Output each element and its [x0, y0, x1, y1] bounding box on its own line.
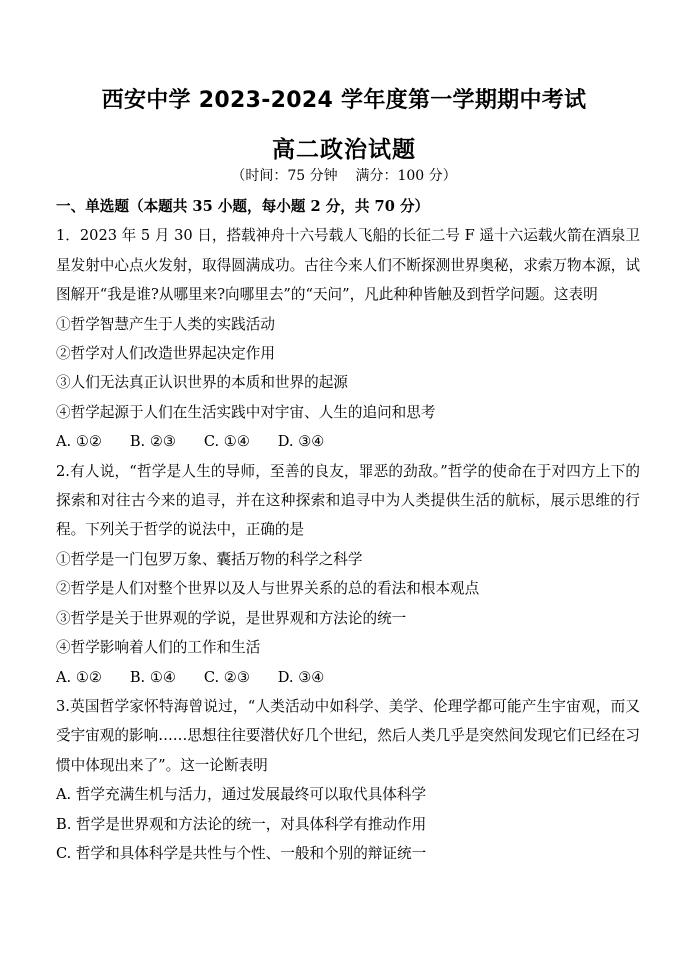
exam-subtitle: 高二政治试题: [272, 137, 416, 163]
question-3-choice: B. 哲学是世界观和方法论的统一，对具体科学有推动作用: [56, 815, 427, 833]
question-2-item: ②哲学是人们对整个世界以及人与世界关系的总的看法和根本观点: [56, 580, 480, 598]
question-2-item: ①哲学是一门包罗万象、囊括万物的科学之科学: [56, 550, 363, 568]
question-2-item: ③哲学是关于世界观的学说，是世界观和方法论的统一: [56, 609, 407, 627]
question-1-item: ④哲学起源于人们在生活实践中对宇宙、人生的追问和思考: [56, 403, 436, 421]
question-1-item: ②哲学对人们改造世界起决定作用: [56, 345, 275, 363]
question-1-item: ③人们无法真正认识世界的本质和世界的起源: [56, 374, 348, 392]
question-2-options: A. ①② B. ①④ C. ②③ D. ③④: [56, 668, 325, 686]
exam-meta: （时间：75 分钟 满分：100 分）: [231, 168, 457, 184]
question-1-options: A. ①② B. ②③ C. ①④ D. ③④: [56, 433, 325, 451]
question-2-stem: 2.有人说，“哲学是人生的导师，至善的良友，罪恶的劲敌。”哲学的使命在于对四方上下的探索和对往古今来的追寻，并在这种探索和追寻中为人类提供生活的航标，展示思维的行程。下列关于哲学的说法中，正确的是: [56, 462, 640, 539]
question-3-stem: 3.英国哲学家怀特海曾说过，“人类活动中如科学、美学、伦理学都可能产生宇宙观，而又受宇宙观的影响……思想往往要潜伏好几个世纪，然后人类几乎是突然间发现它们已经在习惯中体现出来了”。这一论断表明: [56, 697, 640, 774]
question-3-choice: C. 哲学和具体科学是共性与个性、一般和个别的辩证统一: [56, 844, 427, 862]
exam-body: [56, 192, 640, 868]
exam-title: 西安中学 2023-2024 学年度第一学期期中考试: [101, 88, 587, 113]
question-1-stem: 1．2023 年 5 月 30 日，搭载神舟十六号载人飞船的长征二号 F 遥十六运载火箭在酒泉卫星发射中心点火发射，取得圆满成功。古往今来人们不断探测世界奥秘，求索万物本源，试图解开“我是谁?从哪里来?向哪里去”的“天问”，凡此种种皆触及到哲学问题。这表明: [56, 227, 640, 304]
section-heading: 一、单选题（本题共 35 小题，每小题 2 分，共 70 分）: [56, 198, 430, 215]
question-2-item: ④哲学影响着人们的工作和生活: [56, 639, 261, 657]
question-1-item: ①哲学智慧产生于人类的实践活动: [56, 315, 275, 333]
question-3-choice: A. 哲学充满生机与活力，通过发展最终可以取代具体科学: [56, 786, 427, 804]
